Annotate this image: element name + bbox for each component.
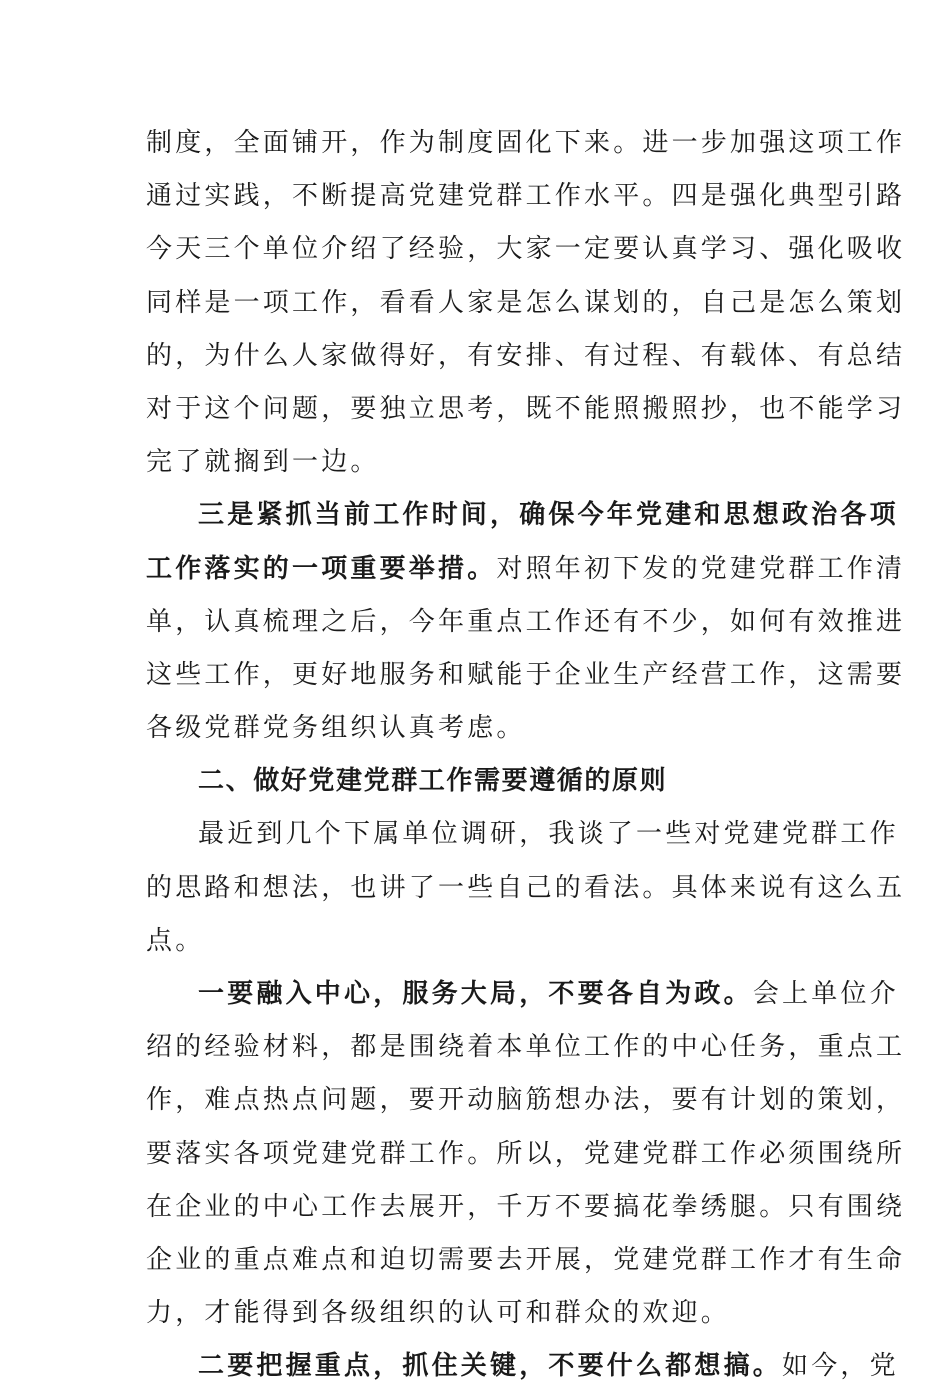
text-line: 的，为什么人家做得好，有安排、有过程、有载体、有总结: [146, 340, 906, 371]
paragraph-line: [146, 489, 899, 542]
text-run: 如今，党: [782, 1351, 899, 1382]
text-line: 通过实践，不断提高党建党群工作水平。四是强化典型引路: [146, 181, 906, 212]
text-line: 制度，全面铺开，作为制度固化下来。进一步加强这项工作: [146, 128, 906, 158]
text-line: 绍的经验材料，都是围绕着本单位工作的中心任务，重点工: [146, 1032, 906, 1063]
text-line: 完了就搁到一边。: [146, 447, 380, 478]
text-line: 的思路和想法，也讲了一些自己的看法。具体来说有这么五: [146, 872, 906, 903]
text-line: 在企业的中心工作去展开，千万不要搞花拳绣腿。只有围绕: [146, 1191, 906, 1222]
text-line: 对于这个问题，要独立思考，既不能照搬照抄，也不能学习: [146, 393, 906, 424]
paragraph-line: [146, 543, 906, 596]
document-body: [146, 117, 906, 1394]
bold-lead-text: 二要把握重点，抓住关键，不要什么都想搞。: [198, 1351, 783, 1382]
text-run: 会上单位介: [752, 979, 899, 1009]
text-line: 今天三个单位介绍了经验，大家一定要认真学习、强化吸收: [146, 234, 906, 265]
paragraph-line: [146, 1340, 899, 1393]
bold-lead-text: 三是紧抓当前工作时间，确保今年党建和思想政治各项: [198, 500, 899, 531]
text-line: 同样是一项工作，看看人家是怎么谋划的，自己是怎么策划: [146, 287, 906, 318]
text-line: 各级党群党务组织认真考虑。: [146, 713, 526, 744]
text-line: 这些工作，更好地服务和赋能于企业生产经营工作，这需要: [146, 659, 906, 690]
text-line: 力，才能得到各级组织的认可和群众的欢迎。: [146, 1298, 731, 1329]
text-line: 点。: [146, 925, 205, 956]
text-line: 企业的重点难点和迫切需要去开展，党建党群工作才有生命: [146, 1244, 906, 1275]
paragraph-line: [146, 968, 899, 1021]
section-heading: 二、做好党建党群工作需要遵循的原则: [198, 766, 668, 797]
text-line: 最近到几个下属单位调研，我谈了一些对党建党群工作: [198, 819, 899, 850]
text-line: 作，难点热点问题，要开动脑筋想办法，要有计划的策划，: [146, 1085, 906, 1116]
bold-lead-text: 一要融入中心，服务大局，不要各自为政。: [198, 979, 753, 1009]
text-line: 单，认真梳理之后，今年重点工作还有不少，如何有效推进: [146, 606, 906, 637]
text-line: 要落实各项党建党群工作。所以，党建党群工作必须围绕所: [146, 1138, 906, 1169]
bold-lead-text: 工作落实的一项重要举措。: [146, 553, 497, 584]
text-run: 对照年初下发的党建党群工作清: [496, 553, 906, 584]
